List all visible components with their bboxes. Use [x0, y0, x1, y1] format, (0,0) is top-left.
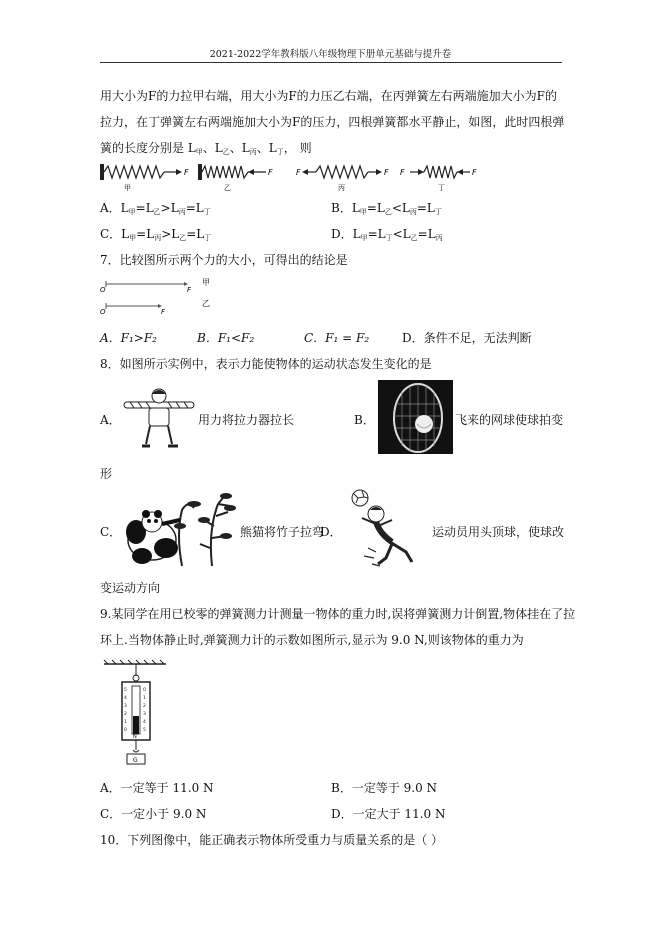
svg-text:F: F	[384, 168, 389, 177]
svg-text:F: F	[472, 168, 477, 177]
q9-spring-scale-figure	[100, 658, 170, 768]
svg-text:N: N	[133, 734, 137, 740]
q7-option-d[interactable]: D．条件不足，无法判断	[402, 331, 532, 345]
q8-option-b-letter[interactable]: B．	[354, 413, 375, 427]
q8-header-ball-illustration	[346, 488, 426, 572]
svg-text:5: 5	[124, 688, 127, 693]
q9-line2: 环上.当物体静止时,弹簧测力计的示数如图所示,显示为 9.0 N,则该物体的重力为	[100, 633, 524, 647]
q6-line1: 用大小为F的力拉甲右端，用大小为F的力压乙右端，在丙弹簧左右两端施加大小为F的	[100, 89, 557, 103]
svg-text:G: G	[133, 757, 138, 764]
q8-option-b-text: 飞来的网球使球拍变	[455, 413, 564, 427]
q7-figure	[98, 272, 228, 318]
q9-option-c[interactable]: C．一定小于 9.0 N	[100, 807, 207, 821]
page-header: 2021-2022学年教科版八年级物理下册单元基础与提升卷	[209, 49, 452, 60]
svg-text:F: F	[184, 168, 189, 177]
q8-option-a-text: 用力将拉力器拉长	[198, 413, 295, 427]
q10-stem: 10．下列图像中，能正确表示物体所受重力与质量关系的是（ ）	[100, 833, 444, 847]
q9-option-b[interactable]: B．一定等于 9.0 N	[331, 781, 438, 795]
svg-text:乙: 乙	[202, 299, 210, 308]
svg-text:O: O	[100, 308, 106, 316]
q6-option-a[interactable]: A．$L_甲=L_乙>L_丙=L_丁$	[100, 201, 211, 216]
q6-line3: 簧的长度分别是 $L_甲$、$L_乙$、$L_丙$、$L_丁$， 则	[100, 141, 312, 156]
svg-text:甲: 甲	[202, 278, 210, 287]
svg-text:1: 1	[143, 696, 146, 701]
q8-option-d-text: 运动员用头顶球，使球改	[432, 525, 565, 539]
q6-option-d[interactable]: D．$L_甲=L_丁<L_乙=L_丙$	[331, 227, 443, 242]
q8-option-c-letter[interactable]: C．	[100, 525, 122, 539]
svg-text:2: 2	[143, 704, 146, 709]
q8-panda-bamboo-illustration	[122, 490, 238, 568]
svg-text:F: F	[296, 168, 301, 177]
svg-text:3: 3	[143, 712, 146, 717]
svg-text:F: F	[400, 168, 405, 177]
svg-text:丙: 丙	[338, 184, 345, 192]
q6-option-b[interactable]: B．$L_甲=L_乙<L_丙=L_丁$	[331, 201, 442, 216]
q9-option-a[interactable]: A．一定等于 11.0 N	[100, 781, 214, 795]
q8-option-c-text: 熊猫将竹子拉弯	[240, 525, 325, 539]
svg-text:甲: 甲	[124, 184, 131, 192]
q7-stem: 7．比较图所示两个力的大小，可得出的结论是	[100, 253, 348, 267]
q8-expander-illustration	[122, 388, 196, 452]
svg-text:5: 5	[143, 728, 146, 733]
svg-text:2: 2	[124, 712, 127, 717]
spring-jia	[100, 164, 189, 192]
q6-option-c[interactable]: C．$L_甲=L_丙>L_乙=L_丁$	[100, 227, 212, 242]
svg-text:0: 0	[124, 728, 127, 733]
q8-tennis-racket-photo	[378, 380, 453, 454]
svg-text:丁: 丁	[438, 184, 445, 192]
header-rule	[100, 62, 562, 63]
svg-text:F: F	[268, 168, 273, 177]
spring-ding	[400, 166, 477, 192]
svg-text:乙: 乙	[224, 184, 231, 192]
svg-text:O: O	[100, 286, 106, 294]
q8-option-d-letter[interactable]: D．	[320, 525, 342, 539]
q6-springs-figure	[98, 160, 488, 194]
spring-yi	[198, 164, 273, 192]
svg-text:1: 1	[124, 720, 127, 725]
q8-option-b-continued: 形	[100, 467, 113, 481]
q6-line2: 拉力，在丁弹簧左右两端施加大小为F的压力，四根弹簧都水平静止，如图，此时四根弹	[100, 115, 565, 129]
q8-stem: 8．如图所示实例中，表示力能使物体的运动状态发生变化的是	[100, 357, 432, 371]
svg-text:4: 4	[124, 696, 127, 701]
svg-text:4: 4	[143, 720, 146, 725]
q9-line1: 9.某同学在用已校零的弹簧测力计测量一物体的重力时,误将弹簧测力计倒置,物体挂在了拉	[100, 607, 576, 621]
svg-text:F: F	[187, 286, 192, 294]
q7-option-b[interactable]: B．F₁<F₂	[197, 331, 255, 345]
svg-text:0: 0	[143, 688, 146, 693]
q9-option-d[interactable]: D．一定大于 11.0 N	[331, 807, 446, 821]
q8-option-a-letter[interactable]: A．	[100, 413, 121, 427]
q7-option-c[interactable]: C．F₁ = F₂	[304, 331, 370, 345]
spring-bing	[296, 166, 389, 192]
q7-option-a[interactable]: A．F₁>F₂	[100, 331, 157, 345]
svg-text:3: 3	[124, 704, 127, 709]
svg-text:F: F	[161, 308, 166, 316]
q8-option-d-continued: 变运动方向	[100, 581, 161, 595]
